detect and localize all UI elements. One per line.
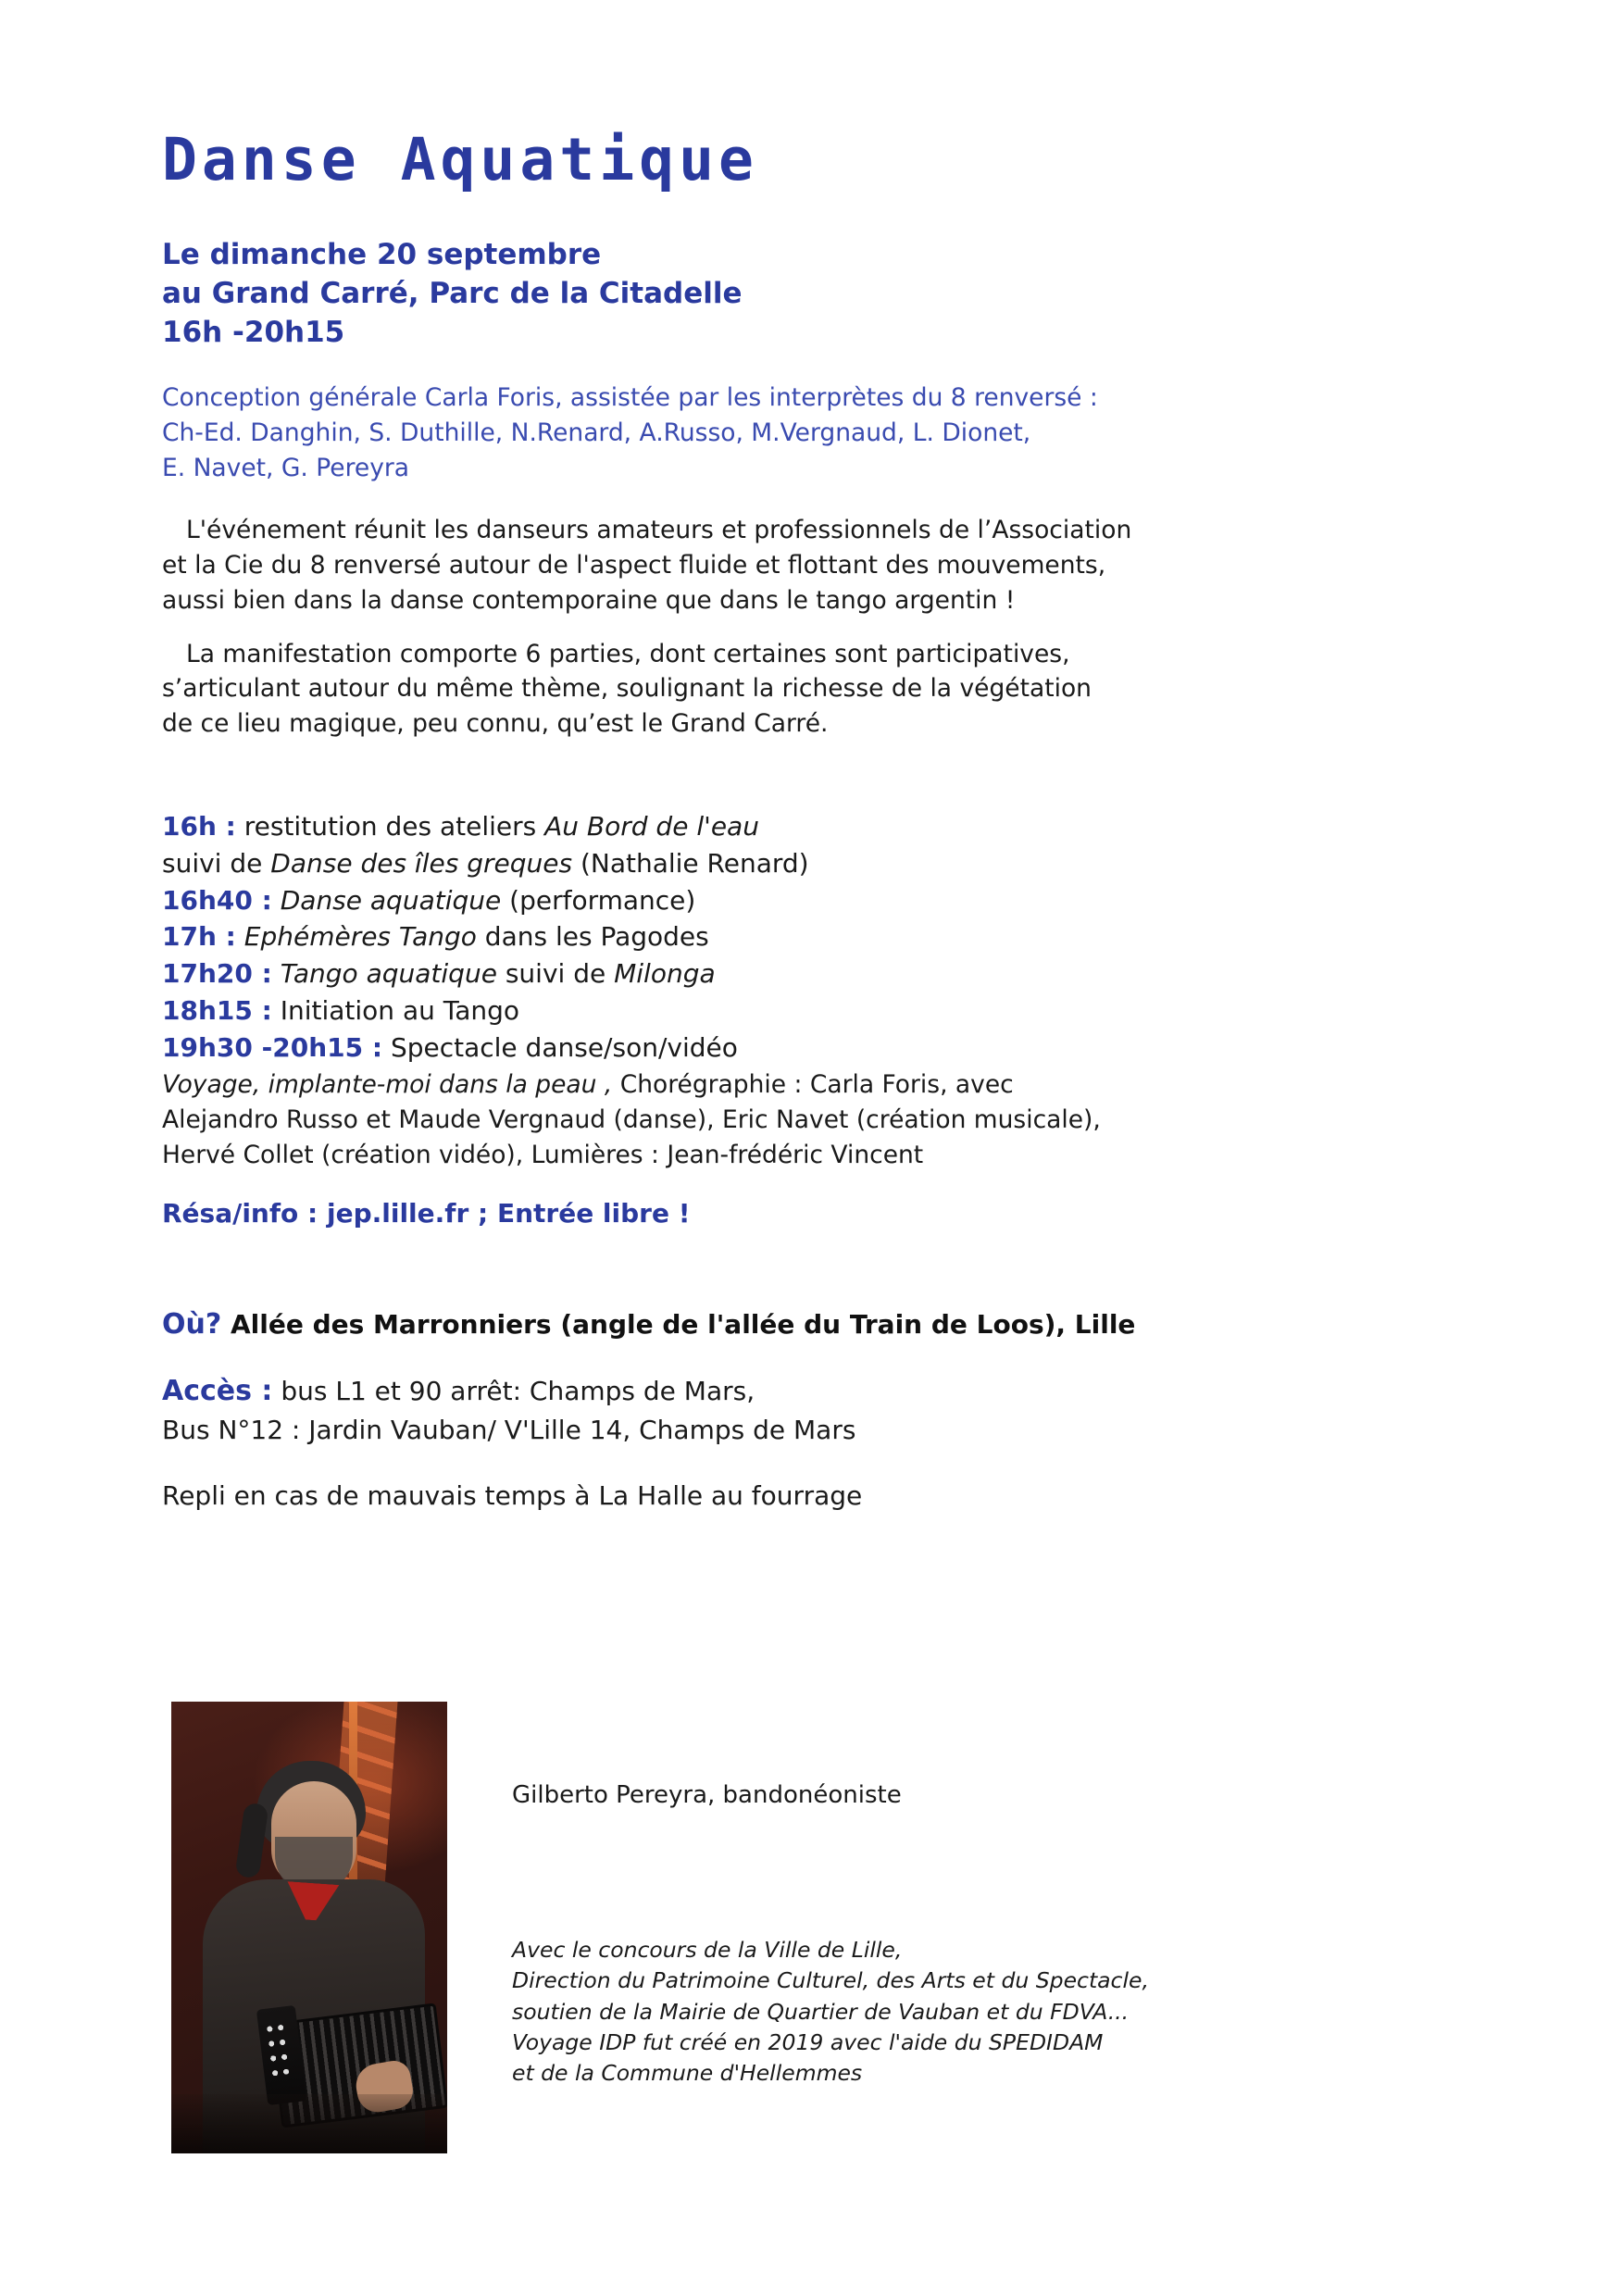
headline-line-venue: au Grand Carré, Parc de la Citadelle xyxy=(162,277,743,311)
performance-work-title: Voyage, implante-moi dans la peau , xyxy=(162,1070,613,1100)
programme-text xyxy=(272,958,281,989)
spacer xyxy=(162,1341,1458,1372)
spacer xyxy=(162,1277,1458,1308)
paragraph1-line-3: aussi bien dans la danse contemporaine que dans le tango argentin ! xyxy=(162,585,1016,615)
programme-title-italic: Tango aquatique xyxy=(280,958,497,990)
programme-text xyxy=(236,921,244,952)
credits-line-3: E. Navet, G. Pereyra xyxy=(162,454,410,483)
media-section xyxy=(171,1702,1467,2183)
programme-item-1640 xyxy=(162,882,1458,919)
programme-item-1815 xyxy=(162,992,1458,1029)
programme-item-1930 xyxy=(162,1029,1458,1067)
access-label: Accès : xyxy=(162,1375,273,1408)
performance-credits xyxy=(162,1067,1458,1172)
acknowledgement-line-1: Avec le concours de la Ville de Lille, xyxy=(512,1937,903,1963)
spacer xyxy=(162,1229,1458,1277)
location-value: Allée des Marronniers (angle de l'allée du Train de Loos), Lille xyxy=(231,1309,1136,1341)
acknowledgement-line-2: Direction du Patrimoine Culturel, des Arts et du Spectacle, xyxy=(512,1967,1149,1994)
programme-title-italic: Au Bord de l'eau xyxy=(544,811,759,842)
programme-text xyxy=(272,885,281,916)
credits-line-1: Conception générale Carla Foris, assistée par les interprètes du 8 renversé : xyxy=(162,382,1098,412)
photo-caption: Gilberto Pereyra, bandonéoniste xyxy=(512,1781,902,1809)
programme-time: 19h30 -20h15 : xyxy=(162,1031,383,1063)
programme-text-after: dans les Pagodes xyxy=(476,921,709,953)
page-title: Danse Aquatique xyxy=(162,126,758,193)
headline-line-hours: 16h -20h15 xyxy=(162,316,345,350)
programme-list xyxy=(162,808,1458,1066)
description-paragraph-2 xyxy=(162,637,1458,742)
programme-text: restitution des ateliers xyxy=(235,811,545,842)
acknowledgement-line-5: et de la Commune d'Hellemmes xyxy=(512,2060,863,2087)
programme-text: Spectacle danse/son/vidéo xyxy=(382,1031,738,1063)
credits-line-2: Ch-Ed. Danghin, S. Duthille, N.Renard, A.Russo, M.Vergnaud, L. Dionet, xyxy=(162,418,1031,448)
location-line xyxy=(162,1308,1458,1341)
programme-item-1600-suite xyxy=(162,845,1458,882)
conception-credits xyxy=(162,381,1458,487)
programme-text-after: (Nathalie Renard) xyxy=(572,847,809,879)
paragraph1-line-1: L'événement réunit les danseurs amateurs et professionnels de l’Association xyxy=(186,515,1132,544)
programme-text: Initiation au Tango xyxy=(271,994,520,1026)
programme-text-after: (performance) xyxy=(501,884,696,916)
programme-title-italic-2: Milonga xyxy=(614,958,716,990)
paragraph2-line-3: de ce lieu magique, peu connu, qu’est le Grand Carré. xyxy=(162,709,829,739)
location-label: Où? xyxy=(162,1308,222,1341)
event-headline xyxy=(162,235,1458,352)
spacer xyxy=(162,1449,1458,1480)
programme-title-italic: Danse des îles greques xyxy=(270,847,573,879)
description-paragraph-1 xyxy=(162,513,1458,618)
acknowledgements xyxy=(512,1935,1149,2090)
programme-time: 17h : xyxy=(162,921,236,953)
programme-time: 16h40 : xyxy=(162,884,272,916)
programme-item-1700 xyxy=(162,918,1458,955)
access-info xyxy=(162,1372,1458,1448)
programme-title-italic: Ephémères Tango xyxy=(243,921,477,953)
reservation-info[interactable]: Résa/info : jep.lille.fr ; Entrée libre ! xyxy=(162,1198,691,1229)
paragraph2-line-1: La manifestation comporte 6 parties, dont certaines sont participatives, xyxy=(186,639,1070,668)
headline-line-date: Le dimanche 20 septembre xyxy=(162,238,602,272)
programme-time: 18h15 : xyxy=(162,994,272,1026)
paragraph2-line-2: s’articulant autour du même thème, soulignant la richesse de la végétation xyxy=(162,674,1092,704)
programme-item-1600 xyxy=(162,808,1458,845)
programme-time: 16h : xyxy=(162,811,236,842)
programme-text: suivi de xyxy=(162,847,271,879)
programme-title-italic: Danse aquatique xyxy=(280,884,502,916)
performance-credits-line-2: Alejandro Russo et Maude Vergnaud (danse), Eric Navet (création musicale), xyxy=(162,1105,1101,1135)
poster-content xyxy=(162,126,1458,1511)
spacer xyxy=(162,760,1458,808)
photo-floor-shadow xyxy=(171,2094,447,2153)
bandoneonist-photo xyxy=(171,1702,447,2153)
programme-item-1720 xyxy=(162,955,1458,992)
access-line-2: Bus N°12 : Jardin Vauban/ V'Lille 14, Champs de Mars xyxy=(162,1414,856,1445)
programme-text-after: suivi de xyxy=(496,958,615,990)
bad-weather-note: Repli en cas de mauvais temps à La Halle au fourrage xyxy=(162,1479,863,1511)
paragraph1-line-2: et la Cie du 8 renversé autour de l'aspect fluide et flottant des mouvements, xyxy=(162,550,1106,580)
acknowledgement-line-4: Voyage IDP fut créé en 2019 avec l'aide du SPEDIDAM xyxy=(512,2029,1104,2056)
access-line-1: bus L1 et 90 arrêt: Champs de Mars, xyxy=(272,1376,755,1407)
performance-credits-line-3: Hervé Collet (création vidéo), Lumières : Jean-frédéric Vincent xyxy=(162,1140,924,1169)
performance-credits-line-1: Chorégraphie : Carla Foris, avec xyxy=(612,1070,1014,1100)
programme-time: 17h20 : xyxy=(162,958,272,990)
acknowledgement-line-3: soutien de la Mairie de Quartier de Vauban et du FDVA... xyxy=(512,1998,1130,2025)
